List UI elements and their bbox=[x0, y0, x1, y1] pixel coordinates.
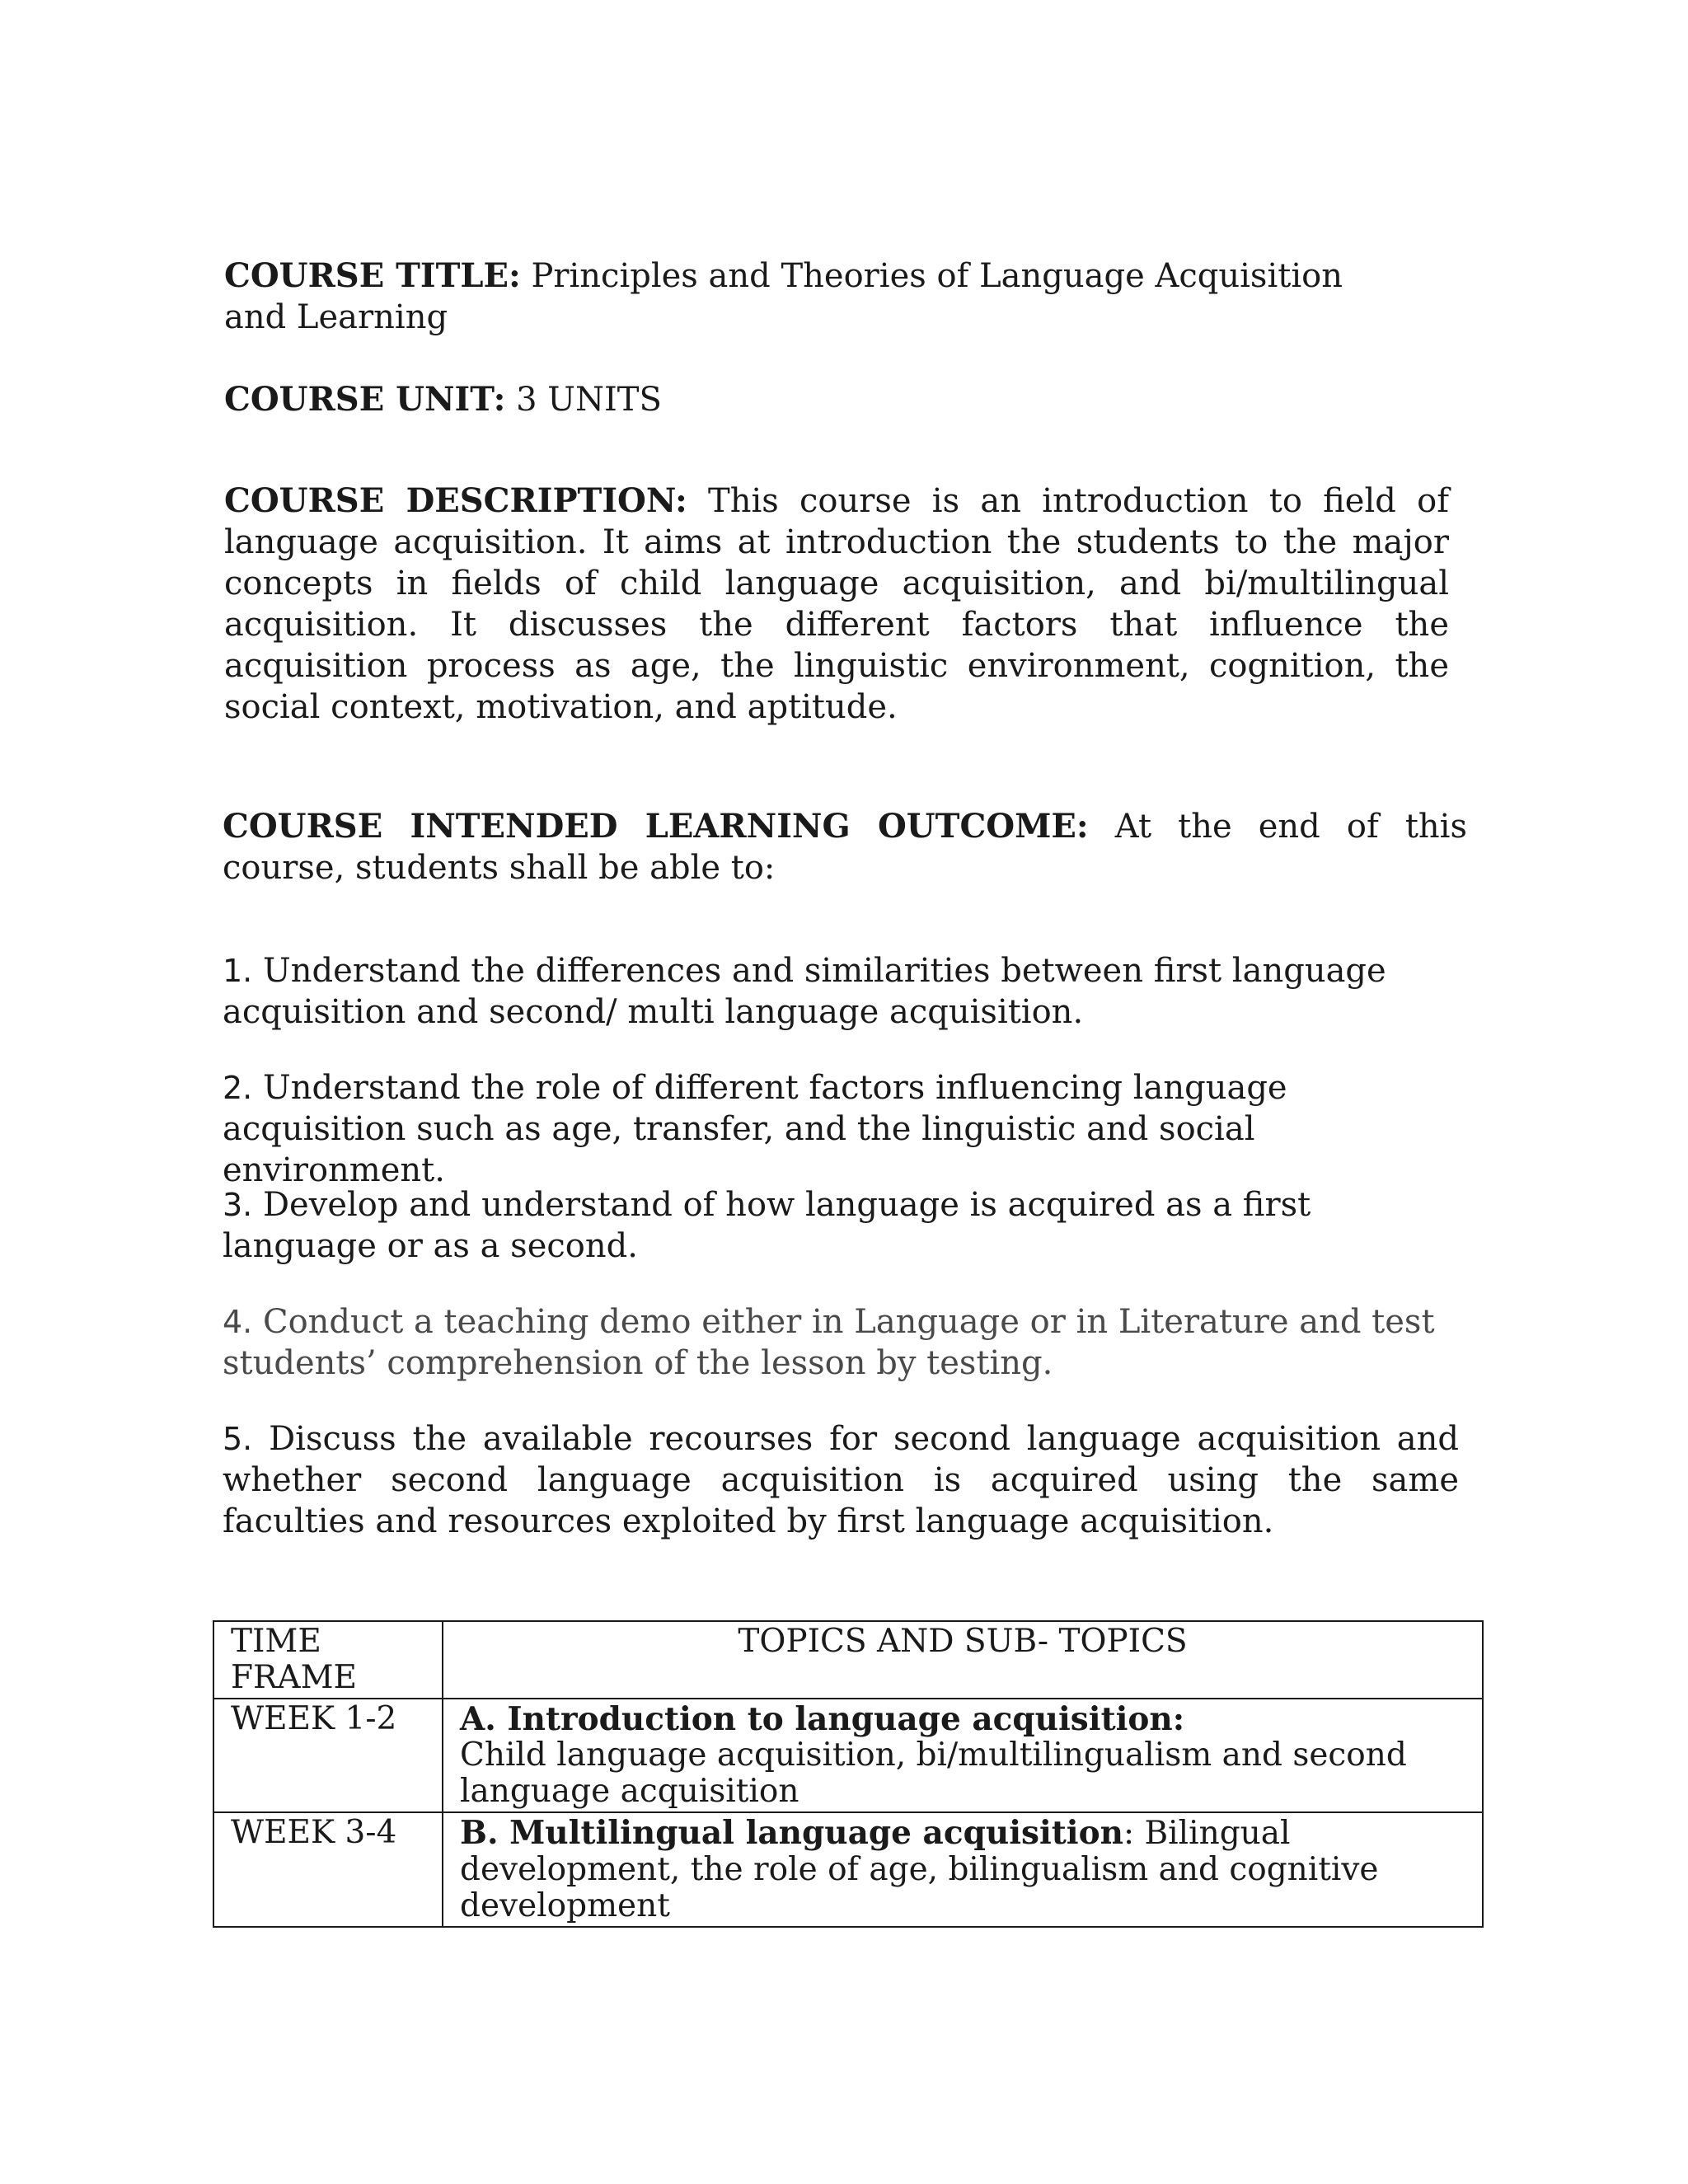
outcome-number: 5. bbox=[223, 1421, 253, 1457]
table-row bbox=[213, 1699, 1483, 1812]
course-unit-value: 3 UNITS bbox=[516, 381, 662, 419]
topics-table bbox=[213, 1620, 1484, 1928]
outcome-item bbox=[223, 1184, 1459, 1267]
topic-cell bbox=[443, 1812, 1483, 1927]
outcome-item bbox=[223, 1067, 1459, 1191]
course-description-label: COURSE DESCRIPTION: bbox=[224, 481, 687, 520]
course-title-label: COURSE TITLE: bbox=[224, 256, 521, 295]
learning-outcome-intro: At the end of this course, students shall be able to: bbox=[223, 808, 1468, 887]
course-unit-label: COURSE UNIT: bbox=[224, 380, 506, 419]
header-time-frame: TIME FRAME bbox=[213, 1621, 443, 1699]
outcome-number: 1. bbox=[223, 953, 253, 989]
outcome-text: Discuss the available recourses for second language acquisition and whether second language acquisition is acquired using the same faculties and resources exploited by first language acquisition. bbox=[223, 1420, 1459, 1540]
outcome-item bbox=[223, 1418, 1459, 1542]
topic-detail: : Bilingual development, the role of age, bilingualism and cognitive development bbox=[460, 1815, 1379, 1924]
time-cell: WEEK 3-4 bbox=[213, 1812, 443, 1927]
course-unit-block bbox=[224, 379, 1449, 420]
topic-title: A. Introduction to language acquisition: bbox=[460, 1700, 1185, 1738]
outcome-item bbox=[223, 1301, 1459, 1384]
topic-cell bbox=[443, 1699, 1483, 1812]
course-title-block bbox=[224, 255, 1395, 338]
course-title-value: Principles and Theories of Language Acquisition and Learning bbox=[224, 257, 1343, 336]
outcome-text: Understand the role of different factors influencing language acquisition such as age, transfer, and the linguistic and social environment. bbox=[223, 1069, 1287, 1189]
outcome-number: 2. bbox=[223, 1070, 253, 1106]
course-description-block bbox=[224, 480, 1449, 728]
topic-title: B. Multilingual language acquisition bbox=[460, 1814, 1123, 1852]
outcome-item bbox=[223, 950, 1459, 1033]
header-topics: TOPICS AND SUB- TOPICS bbox=[443, 1621, 1483, 1699]
course-description-value: This course is an introduction to field of language acquisition. It aims at introduction the students to the major concepts in fields of child language acquisition, and bi/multilingual acquisition. It discusses the different factors that influence the acquisition process as age, the linguistic environment, cognition, the social context, motivation, and aptitude. bbox=[224, 482, 1449, 726]
table-row bbox=[213, 1812, 1483, 1927]
outcome-text: Develop and understand of how language is acquired as a first language or as a second. bbox=[223, 1186, 1311, 1265]
outcome-number: 4. bbox=[223, 1304, 253, 1340]
topic-detail: Child language acquisition, bi/multilingualism and second language acquisition bbox=[460, 1736, 1407, 1810]
table-header-row bbox=[213, 1621, 1483, 1699]
learning-outcome-block bbox=[223, 806, 1467, 888]
learning-outcome-label: COURSE INTENDED LEARNING OUTCOME: bbox=[223, 807, 1089, 846]
outcome-number: 3. bbox=[223, 1187, 253, 1223]
outcome-text: Conduct a teaching demo either in Language or in Literature and test students’ comprehension of the lesson by testing. bbox=[223, 1303, 1435, 1382]
time-cell: WEEK 1-2 bbox=[213, 1699, 443, 1812]
outcome-text: Understand the differences and similarities between first language acquisition and second/ multi language acquisition. bbox=[223, 952, 1386, 1031]
